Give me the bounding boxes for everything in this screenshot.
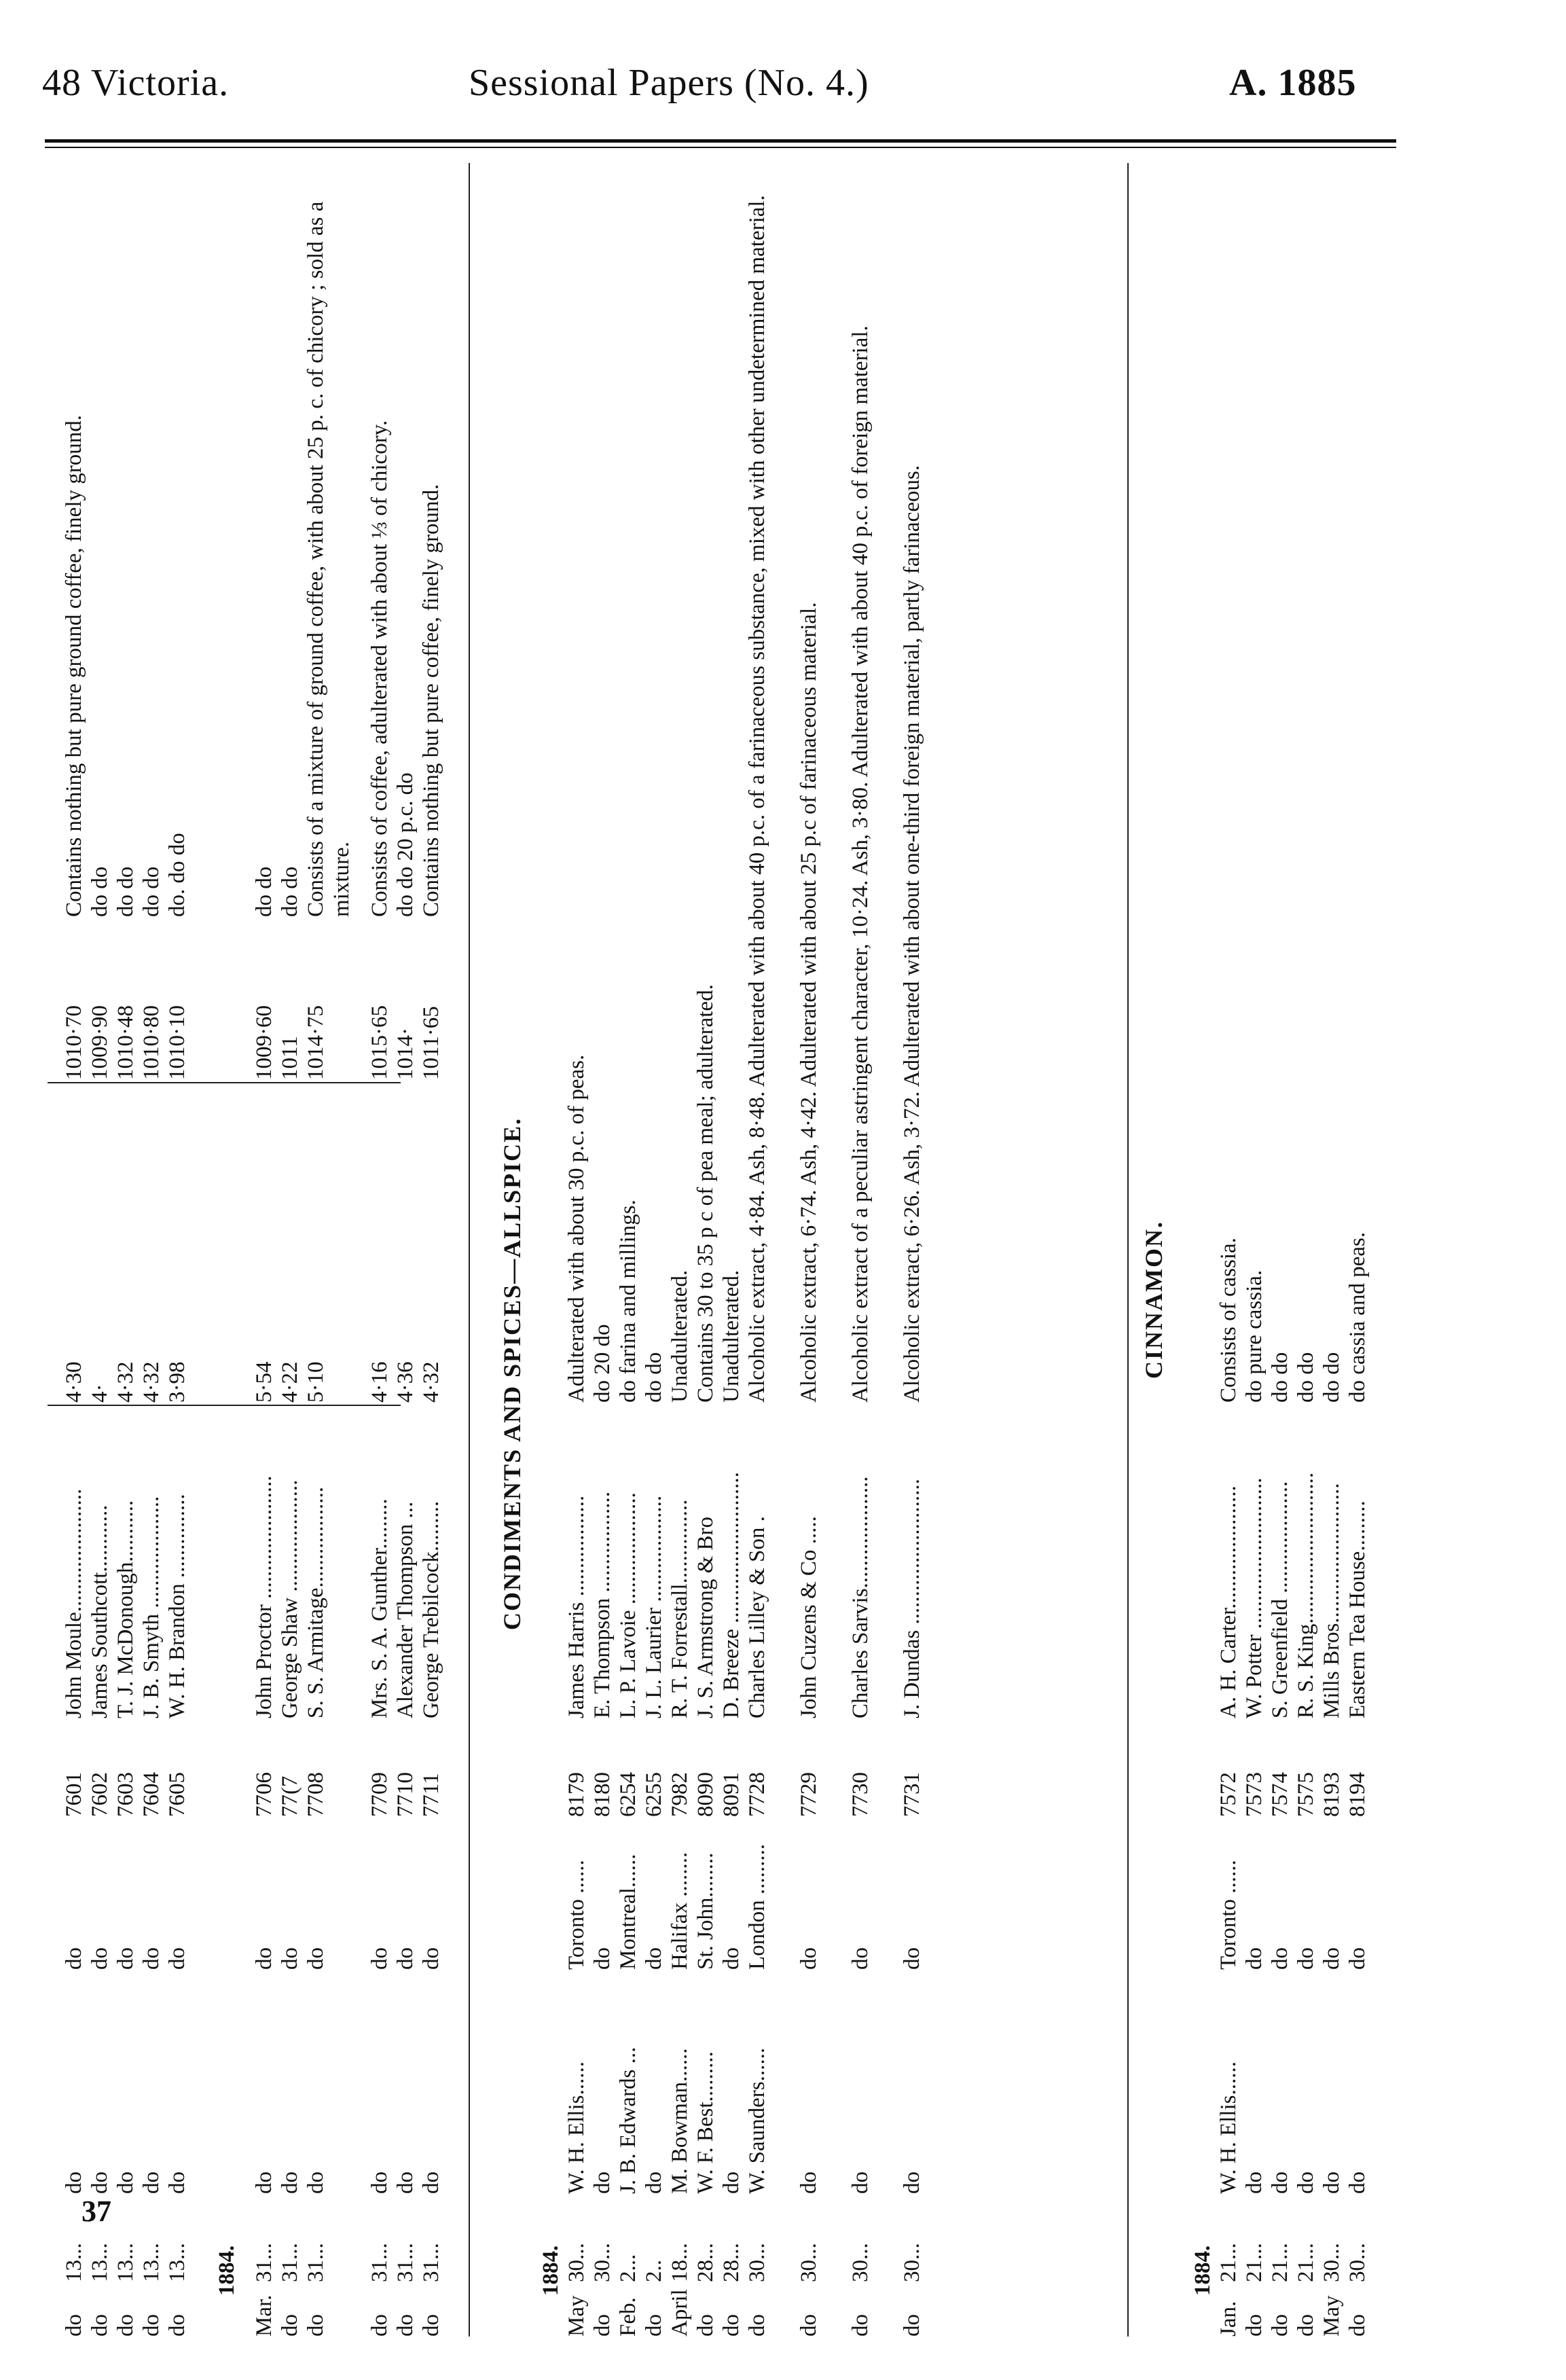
row-day: 28...: [693, 2243, 718, 2282]
table-row: [303, 163, 354, 2337]
row-place: do: [113, 1947, 138, 1970]
row-inspector: J. B. Edwards ...: [616, 2047, 640, 2194]
row-vendor: John Cuzens & Co .....: [797, 1516, 821, 1718]
row-inspector: do: [367, 2171, 392, 2194]
row-day: 13...: [88, 2243, 112, 2282]
table-row: [1319, 163, 1345, 2337]
row-specific-gravity: 1011·65: [419, 1006, 443, 1080]
row-remarks: Alcoholic extract, 4·84. Ash, 8·48. Adulterated with about 40 p.c. of a farinaceous substance, mixed with other undetermined material.: [745, 195, 769, 1403]
row-remarks: do do: [1268, 1352, 1292, 1403]
row-place: do: [719, 1947, 744, 1970]
row-remarks: do do: [278, 866, 302, 917]
row-remarks: Unadulterated.: [668, 1269, 692, 1403]
row-vendor: E. Thompson ..................: [590, 1492, 615, 1718]
row-day: 30...: [564, 2243, 589, 2282]
row-remarks: do do: [642, 1352, 666, 1403]
row-date: do: [1294, 2314, 1318, 2337]
row-vendor: T. J. McDonough...........: [113, 1500, 138, 1718]
row-sample-no: 7709: [367, 1772, 392, 1817]
row-inspector: do: [1242, 2171, 1267, 2194]
row-place: do: [848, 1947, 873, 1970]
row-vendor: Eastern Tea House.........: [1345, 1500, 1370, 1718]
row-sample-no: 7602: [88, 1772, 112, 1817]
row-date: do: [693, 2314, 718, 2337]
row-sample-no: 7711: [419, 1773, 443, 1817]
table-row: [277, 163, 303, 2337]
row-day: 21...: [1268, 2243, 1292, 2282]
row-inspector: do: [139, 2171, 164, 2194]
table-row: [61, 163, 87, 2337]
table-row: [418, 163, 444, 2337]
row-date: do: [642, 2314, 666, 2337]
table-row: [589, 163, 615, 2337]
row-remarks: Contains nothing but pure coffee, finely ground.: [419, 484, 443, 917]
row-place: do: [165, 1947, 189, 1970]
row-inspector: do: [165, 2171, 189, 2194]
table-row: [615, 163, 641, 2337]
row-remarks: do. do do: [165, 833, 189, 917]
header-volume: 48 Victoria.: [42, 62, 230, 104]
row-sample-no: 8194: [1345, 1772, 1370, 1817]
row-date: do: [719, 2314, 744, 2337]
row-remarks: Contains 30 to 35 p c of pea meal; adulterated.: [693, 984, 718, 1403]
row-sample-no: 7572: [1216, 1772, 1241, 1817]
row-date: do: [62, 2314, 86, 2337]
row-sample-no: 7604: [139, 1772, 164, 1817]
row-sample-no: 7710: [393, 1772, 418, 1817]
row-vendor: J. B. Smyth ....................: [139, 1496, 164, 1718]
table-row: [744, 163, 770, 2337]
row-vendor: S. S. Armitage..................: [304, 1486, 328, 1718]
row-inspector: do: [642, 2171, 666, 2194]
row-remarks: Consists of coffee, adulterated with about ⅓ of chicory.: [367, 420, 392, 917]
row-specific-gravity: 1010·10: [165, 1005, 189, 1080]
row-place: do: [1268, 1947, 1292, 1970]
row-vendor: J. L. Laurier ...................: [642, 1495, 666, 1718]
row-date: April: [668, 2289, 692, 2337]
row-sample-no: 7729: [797, 1772, 821, 1817]
row-remarks: Adulterated with about 30 p.c. of peas.: [564, 1054, 589, 1403]
row-day: 13...: [139, 2243, 164, 2282]
row-remarks: do do: [113, 866, 138, 917]
row-sample-no: 8193: [1319, 1772, 1344, 1817]
row-inspector: W. Saunders......: [745, 2047, 769, 2194]
row-place: Toronto ......: [1216, 1860, 1241, 1970]
row-day: 2...: [616, 2254, 640, 2282]
row-place: Toronto ......: [564, 1860, 589, 1970]
row-sample-no: 7730: [848, 1772, 873, 1817]
row-date: Jan.: [1216, 2301, 1241, 2337]
row-specific-gravity: 1009·90: [88, 1005, 112, 1080]
row-date: do: [393, 2314, 418, 2337]
row-inspector: do: [393, 2171, 418, 2194]
row-ash: 4·: [88, 1384, 112, 1403]
cinnamon-year: 1884.: [1190, 2245, 1215, 2296]
row-inspector: do: [419, 2171, 443, 2194]
allspice-year: 1884.: [539, 2245, 563, 2296]
row-date: do: [1268, 2314, 1292, 2337]
row-place: London .........: [745, 1843, 769, 1970]
row-sample-no: 7573: [1242, 1772, 1267, 1817]
row-day: 31...: [419, 2243, 443, 2282]
row-place: do: [642, 1947, 666, 1970]
row-date: do: [367, 2314, 392, 2337]
row-place: do: [797, 1947, 821, 1970]
row-date: do: [1345, 2314, 1370, 2337]
table-row: [393, 163, 418, 2337]
row-place: do: [419, 1947, 443, 1970]
row-vendor: W. H. Brandon ...............: [165, 1494, 189, 1718]
row-inspector: do: [590, 2171, 615, 2194]
table-row: [796, 163, 822, 2337]
row-remarks: do do: [88, 866, 112, 917]
row-date: Mar.: [252, 2294, 276, 2337]
row-sample-no: 7708: [304, 1772, 328, 1817]
table-row: [1241, 163, 1267, 2337]
col-rule-1: [48, 1405, 401, 1406]
row-day: 13...: [113, 2243, 138, 2282]
table-row: [564, 163, 589, 2337]
row-sample-no: 77(7: [278, 1775, 302, 1817]
row-inspector: do: [797, 2171, 821, 2194]
row-inspector: do: [1294, 2171, 1318, 2194]
row-specific-gravity: 1010·48: [113, 1005, 138, 1080]
row-date: Feb.: [616, 2297, 640, 2337]
row-ash: 4·22: [278, 1361, 302, 1403]
rotated-table: [48, 163, 1392, 2337]
row-place: do: [252, 1947, 276, 1970]
row-sample-no: 8179: [564, 1772, 589, 1817]
table-row: [1267, 163, 1293, 2337]
row-ash: 4·36: [393, 1361, 418, 1403]
row-place: do: [88, 1947, 112, 1970]
row-date: do: [304, 2314, 328, 2337]
row-specific-gravity: 1014·75: [304, 1005, 328, 1080]
row-place: do: [1242, 1947, 1267, 1970]
row-vendor: Alexander Thompson ...: [393, 1501, 418, 1718]
row-place: do: [367, 1947, 392, 1970]
row-vendor: George Trebilcock.........: [419, 1500, 443, 1718]
row-date: do: [590, 2314, 615, 2337]
row-specific-gravity: 1014·: [393, 1028, 418, 1080]
row-sample-no: 8091: [719, 1772, 744, 1817]
row-sample-no: 7601: [62, 1772, 86, 1817]
row-place: do: [1345, 1947, 1370, 1970]
header-rule: [45, 139, 1396, 143]
row-vendor: Mrs. S. A. Gunther.........: [367, 1498, 392, 1718]
row-inspector: do: [719, 2171, 744, 2194]
row-day: 18...: [668, 2243, 692, 2282]
row-place: do: [304, 1947, 328, 1970]
row-vendor: L. P. Lavoie ....................: [616, 1492, 640, 1718]
row-day: 30...: [1319, 2243, 1344, 2282]
table-row: [1293, 163, 1319, 2337]
row-inspector: do: [113, 2171, 138, 2194]
row-day: 21...: [1216, 2243, 1241, 2282]
row-day: 28...: [719, 2243, 744, 2282]
row-ash: 5·54: [252, 1361, 276, 1403]
table-row: [641, 163, 667, 2337]
table-row: [1345, 163, 1370, 2337]
row-date: May: [1319, 2295, 1344, 2337]
table-row: [718, 163, 744, 2337]
row-remarks: do do: [252, 866, 276, 917]
row-sample-no: 7706: [252, 1772, 276, 1817]
row-vendor: S. Greenfield ....................: [1268, 1481, 1292, 1718]
year-label: 1884.: [215, 2245, 239, 2296]
table-row: [1216, 163, 1241, 2337]
row-sample-no: 7731: [900, 1772, 924, 1817]
row-vendor: Charles Sarvis....................: [848, 1476, 873, 1718]
table-row: [848, 163, 873, 2337]
row-inspector: do: [62, 2171, 86, 2194]
row-remarks: Alcoholic extract of a peculiar astringent character, 10·24. Ash, 3·80. Adulterated with about 40 p.c. of foreign material.: [848, 325, 873, 1403]
row-sample-no: 7603: [113, 1772, 138, 1817]
row-date: do: [900, 2314, 924, 2337]
row-ash: 4·30: [62, 1361, 86, 1403]
row-date: do: [113, 2314, 138, 2337]
row-sample-no: 6255: [642, 1772, 666, 1817]
row-day: 30...: [1345, 2243, 1370, 2282]
row-date: do: [165, 2314, 189, 2337]
row-vendor: George Shaw ....................: [278, 1479, 302, 1718]
row-day: 30...: [745, 2243, 769, 2282]
row-date: do: [88, 2314, 112, 2337]
row-vendor: James Southcott............: [88, 1504, 112, 1718]
row-day: 21...: [1242, 2243, 1267, 2282]
row-specific-gravity: 1015·65: [367, 1005, 392, 1080]
row-remarks: do do: [1319, 1352, 1344, 1403]
row-inspector: W. H. Ellis......: [564, 2061, 589, 2194]
row-day: 30...: [848, 2243, 873, 2282]
row-vendor: Charles Lilley & Son .: [745, 1516, 769, 1718]
row-date: do: [797, 2314, 821, 2337]
row-day: 30...: [590, 2243, 615, 2282]
row-inspector: do: [848, 2171, 873, 2194]
row-ash: 4·16: [367, 1361, 392, 1403]
row-place: Halifax ........: [668, 1852, 692, 1970]
row-sample-no: 7605: [165, 1772, 189, 1817]
row-remarks: do cassia and peas.: [1345, 1231, 1370, 1403]
row-day: 30...: [900, 2243, 924, 2282]
row-inspector: do: [88, 2171, 112, 2194]
table-row: [899, 163, 925, 2337]
row-remarks: do do: [139, 866, 164, 917]
row-remarks: Alcoholic extract, 6·74. Ash, 4·42. Adulterated with about 25 p.c of farinaceous material.: [797, 602, 821, 1403]
row-place: do: [1294, 1947, 1318, 1970]
row-place: do: [1319, 1947, 1344, 1970]
table-row: [139, 163, 164, 2337]
table-row: [693, 163, 718, 2337]
table-row: [667, 163, 693, 2337]
row-day: 13...: [165, 2243, 189, 2282]
row-ash: 4·32: [139, 1361, 164, 1403]
row-sample-no: 8090: [693, 1772, 718, 1817]
table-row: [367, 163, 393, 2337]
row-day: 31...: [393, 2243, 418, 2282]
section-rule-1: [469, 163, 470, 2337]
row-remarks: do do: [1294, 1352, 1318, 1403]
row-sample-no: 8180: [590, 1772, 615, 1817]
row-vendor: J. Dundas ..........................: [900, 1479, 924, 1718]
row-day: 30...: [797, 2243, 821, 2282]
row-sample-no: 7574: [1268, 1772, 1292, 1817]
row-remarks: do farina and millings.: [616, 1200, 640, 1403]
row-remarks: Consists of cassia.: [1216, 1238, 1241, 1403]
row-day: 31...: [252, 2243, 276, 2282]
row-date: do: [278, 2314, 302, 2337]
row-date: do: [1242, 2314, 1267, 2337]
row-specific-gravity: 1009·60: [252, 1005, 276, 1080]
section-cinnamon: CINNAMON.: [1140, 1221, 1167, 1379]
row-remarks: do do 20 p.c. do: [393, 772, 418, 917]
row-vendor: John Moule......................: [62, 1488, 86, 1718]
row-remarks: Alcoholic extract, 6·26. Ash, 3·72. Adulterated with about one-third foreign material, partly farinaceous.: [900, 465, 924, 1403]
row-inspector: do: [1268, 2171, 1292, 2194]
row-specific-gravity: 1011: [278, 1036, 302, 1080]
row-ash: 5·10: [304, 1361, 328, 1403]
row-sample-no: 7982: [668, 1772, 692, 1817]
row-day: 13...: [62, 2243, 86, 2282]
row-date: do: [745, 2314, 769, 2337]
row-ash: 3·98: [165, 1361, 189, 1403]
row-place: do: [278, 1947, 302, 1970]
row-date: do: [139, 2314, 164, 2337]
row-date: May: [564, 2295, 589, 2337]
table-row: [87, 163, 113, 2337]
row-vendor: James Harris ..................: [564, 1495, 589, 1718]
row-remarks: Consists of a mixture of ground coffee, with about 25 p. c. of chicory ; sold as a mixture.: [304, 201, 354, 917]
row-vendor: A. H. Carter......................: [1216, 1485, 1241, 1718]
row-date: do: [848, 2314, 873, 2337]
row-day: 31...: [304, 2243, 328, 2282]
row-remarks: do 20 do: [590, 1324, 615, 1403]
row-place: do: [393, 1947, 418, 1970]
header-rule-thin: [45, 147, 1396, 148]
row-remarks: Unadulterated.: [719, 1269, 744, 1403]
row-day: 31...: [278, 2243, 302, 2282]
row-place: St. John........: [693, 1852, 718, 1970]
row-date: do: [419, 2314, 443, 2337]
row-place: do: [62, 1947, 86, 1970]
row-place: Montreal......: [616, 1854, 640, 1970]
row-inspector: do: [278, 2171, 302, 2194]
row-vendor: Mills Bros.........................: [1319, 1483, 1344, 1718]
row-day: 2..: [642, 2260, 666, 2282]
row-vendor: W. Potter ...........................: [1242, 1477, 1267, 1718]
row-inspector: do: [900, 2171, 924, 2194]
table-row: [251, 163, 277, 2337]
row-place: do: [900, 1947, 924, 1970]
page-number: 37: [81, 2195, 111, 2228]
header-title: Sessional Papers (No. 4.): [469, 62, 869, 104]
row-sample-no: 7728: [745, 1772, 769, 1817]
row-ash: 4·32: [113, 1361, 138, 1403]
row-inspector: W. H. Ellis......: [1216, 2061, 1241, 2194]
row-vendor: J. S. Armstrong & Bro: [693, 1516, 718, 1718]
col-rule-2: [48, 1082, 401, 1083]
row-vendor: John Proctor ......................: [252, 1475, 276, 1718]
row-ash: 4·32: [419, 1361, 443, 1403]
row-vendor: R. S. King...........................: [1294, 1472, 1318, 1718]
section-allspice: CONDIMENTS AND SPICES—ALLSPICE.: [498, 1117, 526, 1630]
row-day: 21...: [1294, 2243, 1318, 2282]
row-day: 31...: [367, 2243, 392, 2282]
row-remarks: do pure cassia.: [1242, 1269, 1267, 1403]
row-inspector: M. Bowman......: [668, 2048, 692, 2194]
row-inspector: do: [304, 2171, 328, 2194]
row-inspector: do: [252, 2171, 276, 2194]
row-specific-gravity: 1010·80: [139, 1005, 164, 1080]
row-sample-no: 6254: [616, 1772, 640, 1817]
header-year: A. 1885: [1229, 62, 1357, 104]
section-rule-2: [1127, 163, 1129, 2337]
row-place: do: [139, 1947, 164, 1970]
row-place: do: [590, 1947, 615, 1970]
row-sample-no: 7575: [1294, 1772, 1318, 1817]
row-remarks: Contains nothing but pure ground coffee, finely ground.: [62, 414, 86, 917]
row-vendor: D. Breeze ...........................: [719, 1472, 744, 1718]
row-specific-gravity: 1010·70: [62, 1005, 86, 1080]
row-vendor: R. T. Forrestall...............: [668, 1499, 692, 1718]
row-inspector: do: [1319, 2171, 1344, 2194]
row-inspector: W. F. Best.........: [693, 2051, 718, 2194]
table-row: [164, 163, 190, 2337]
table-row: [113, 163, 139, 2337]
row-inspector: do: [1345, 2171, 1370, 2194]
